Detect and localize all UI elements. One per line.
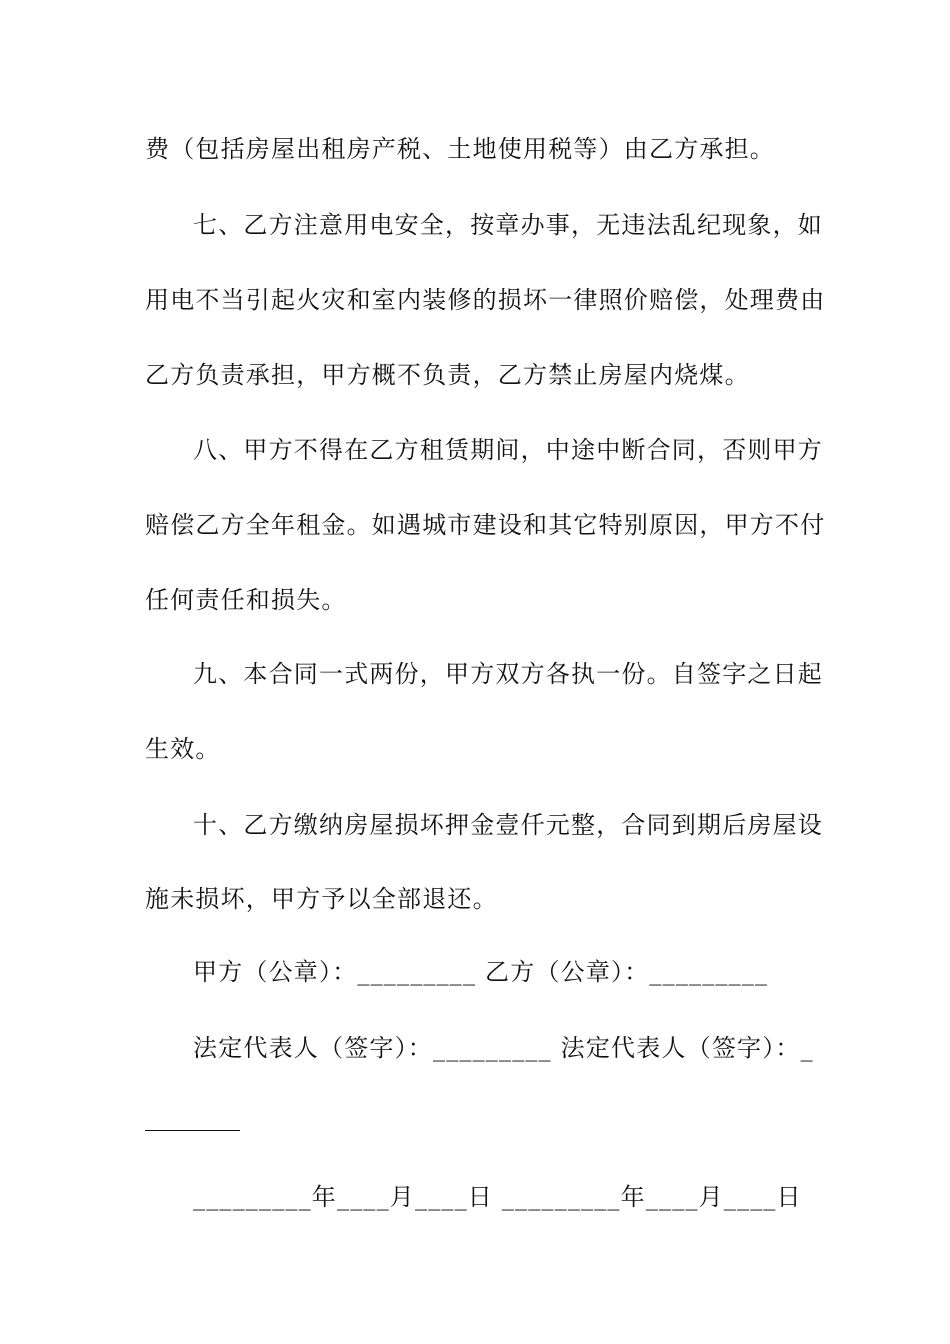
text-line: 施未损坏，甲方予以全部退还。 — [145, 885, 498, 913]
clause-10-line: 十、乙方缴纳房屋损坏押金壹仟元整，合同到期后房屋设 — [193, 811, 823, 839]
text-line: 生效。 — [145, 735, 221, 763]
representative-line: 法定代表人（签字）：_________ 法定代表人（签字）：_ — [193, 1034, 814, 1062]
clause-7-line: 七、乙方注意用电安全，按章办事，无违法乱纪现象，如 — [193, 211, 823, 239]
clause-8-line: 八、甲方不得在乙方租赁期间，中途中断合同，否则甲方 — [193, 436, 823, 464]
clause-9-line: 九、本合同一式两份，甲方双方各执一份。自签字之日起 — [193, 660, 823, 688]
text-line: 乙方负责承担，甲方概不负责，乙方禁止房屋内烧煤。 — [145, 361, 750, 389]
signature-blank — [145, 1130, 240, 1131]
text-line: 任何责任和损失。 — [145, 586, 347, 614]
text-line: 赔偿乙方全年租金。如遇城市建设和其它特别原因，甲方不付 — [145, 511, 826, 539]
date-line: _________年____月____日 _________年____月____日 — [193, 1183, 802, 1211]
seal-line: 甲方（公章）：_________ 乙方（公章）：_________ — [193, 958, 769, 986]
text-line: 费（包括房屋出租房产税、土地使用税等）由乙方承担。 — [145, 135, 775, 163]
text-line: 用电不当引起火灾和室内装修的损坏一律照价赔偿，处理费由 — [145, 286, 826, 314]
